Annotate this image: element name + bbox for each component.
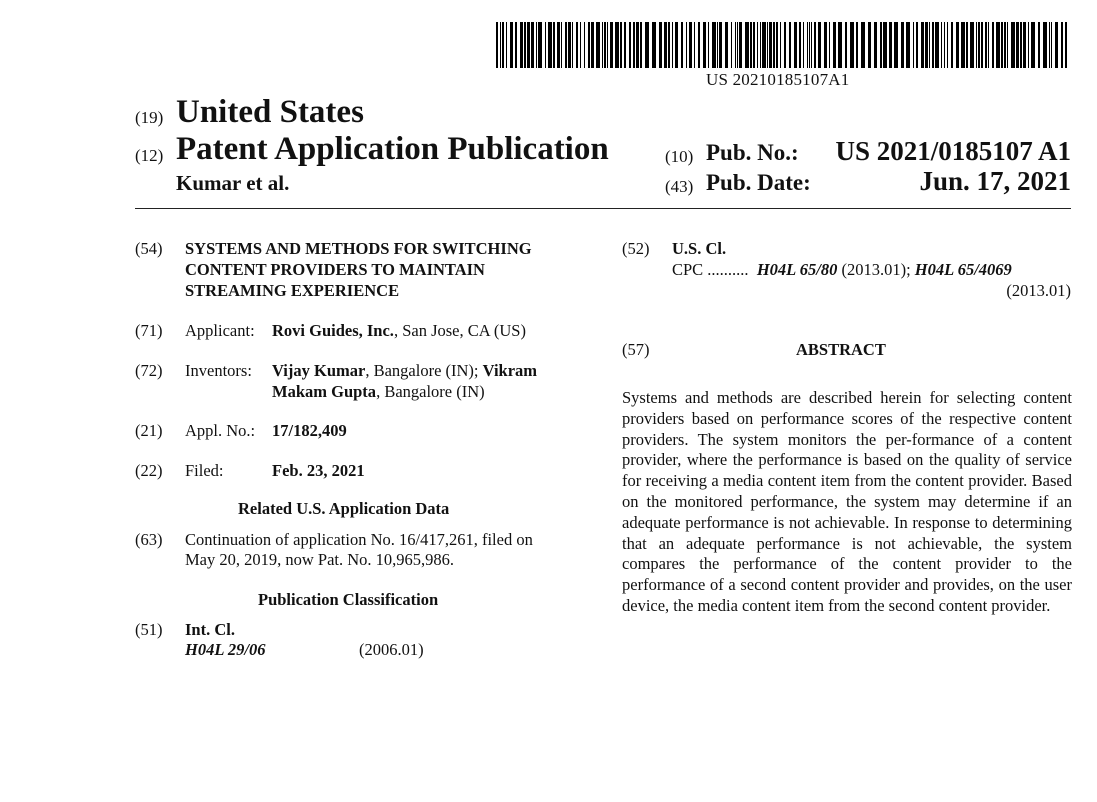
code-52: (52) xyxy=(622,239,650,258)
barcode-bar xyxy=(681,22,683,68)
barcode-bar xyxy=(944,22,945,68)
barcode-bar xyxy=(776,22,778,68)
barcode-bar xyxy=(809,22,810,68)
code-72: (72) xyxy=(135,361,163,380)
barcode-bar xyxy=(735,22,736,68)
inventor-location: , Bangalore (IN); xyxy=(365,361,483,380)
barcode-bar xyxy=(652,22,656,68)
barcode-bar xyxy=(833,22,836,68)
barcode-bar xyxy=(602,22,603,68)
abstract-text: Systems and methods are described herein for selecting content providers based on performance scores of the respective content providers. The system monitors the per-formance of a content provider, where the performance is based on the quality of service for receiving a media content item from the content provider. Based on the monitored performance, the system may determine if an adequate performance is not achievable. In response to determining that an adequate performance is not achievable, the system compares the performance of the content provider to the performance of a second content provider and provides, on the user device, the media content item from the second content provider. xyxy=(622,388,1072,615)
barcode-bar xyxy=(1055,22,1058,68)
barcode-bar xyxy=(536,22,537,68)
barcode-bar xyxy=(966,22,968,68)
barcode-bar xyxy=(803,22,804,68)
barcode-bar xyxy=(675,22,678,68)
barcode-bar xyxy=(584,22,585,68)
barcode-bar xyxy=(976,22,977,68)
barcode-bar xyxy=(737,22,738,68)
barcode-bar xyxy=(572,22,573,68)
barcode-bar xyxy=(925,22,928,68)
barcode-bar xyxy=(901,22,904,68)
barcode-bar xyxy=(981,22,983,68)
barcode-bar xyxy=(524,22,526,68)
barcode-bar xyxy=(992,22,994,68)
cpc-prefix: CPC .......... xyxy=(672,260,749,279)
pub-no-value: US 2021/0185107 A1 xyxy=(835,136,1071,166)
barcode-bar xyxy=(689,22,692,68)
pub-date-label: Pub. Date: xyxy=(706,170,811,195)
barcode-bar xyxy=(565,22,567,68)
barcode-bar xyxy=(947,22,948,68)
applicant-value xyxy=(272,320,526,341)
barcode-bar xyxy=(698,22,700,68)
country-name: United States xyxy=(176,94,364,130)
barcode-bar xyxy=(753,22,755,68)
barcode-bar xyxy=(712,22,716,68)
appl-no-label: Appl. No.: xyxy=(185,421,256,440)
barcode-bar xyxy=(1061,22,1063,68)
barcode-bar xyxy=(794,22,797,68)
barcode-bar xyxy=(624,22,626,68)
continuation-line: May 20, 2019, now Pat. No. 10,965,986. xyxy=(185,550,455,569)
barcode-bar xyxy=(604,22,606,68)
barcode-bar xyxy=(961,22,965,68)
barcode-bar xyxy=(725,22,728,68)
barcode-bar xyxy=(640,22,642,68)
code-12: (12) xyxy=(135,146,164,165)
header-divider xyxy=(135,208,1071,209)
applicant-location: , San Jose, CA (US) xyxy=(393,321,526,340)
inventor-name: Vikram xyxy=(482,361,538,380)
barcode-bar xyxy=(591,22,594,68)
pub-no-label: Pub. No.: xyxy=(706,140,799,165)
inventors-line-1 xyxy=(272,360,537,381)
int-cl-label: Int. Cl. xyxy=(185,620,235,639)
cpc-year: (2013.01) xyxy=(1006,281,1071,300)
int-cl-class: H04L 29/06 xyxy=(185,640,266,659)
barcode-bar xyxy=(760,22,761,68)
barcode-bar xyxy=(988,22,989,68)
barcode-bar xyxy=(941,22,942,68)
barcode-bar xyxy=(500,22,501,68)
code-51: (51) xyxy=(135,620,163,639)
barcode-bar xyxy=(856,22,858,68)
barcode-bar xyxy=(850,22,854,68)
barcode-bar xyxy=(1023,22,1026,68)
barcode-bar xyxy=(686,22,687,68)
code-43: (43) xyxy=(665,177,694,196)
inventor-location: , Bangalore (IN) xyxy=(376,382,485,401)
abstract-heading: ABSTRACT xyxy=(796,340,886,359)
barcode-bar xyxy=(561,22,562,68)
barcode-bar xyxy=(659,22,662,68)
barcode-bar xyxy=(531,22,534,68)
barcode-bar xyxy=(607,22,608,68)
barcode-bar xyxy=(921,22,924,68)
barcode-bar xyxy=(845,22,847,68)
barcode-bar xyxy=(1031,22,1035,68)
barcode-bar xyxy=(883,22,887,68)
inventor-name: Vijay Kumar xyxy=(272,361,366,380)
barcode-bar xyxy=(548,22,552,68)
us-cl-label: U.S. Cl. xyxy=(672,239,727,258)
barcode-bar xyxy=(739,22,742,68)
inventors-label: Inventors: xyxy=(185,361,252,380)
barcode-bar xyxy=(750,22,752,68)
title-line: SYSTEMS AND METHODS FOR SWITCHING xyxy=(185,239,532,258)
barcode xyxy=(496,22,1070,68)
invention-title xyxy=(185,238,532,301)
barcode-bar xyxy=(814,22,816,68)
filed-label: Filed: xyxy=(185,461,224,480)
barcode-bar xyxy=(1004,22,1006,68)
barcode-bar xyxy=(745,22,749,68)
barcode-bar xyxy=(672,22,673,68)
cpc-class: H04L 65/80 xyxy=(756,260,838,279)
barcode-bar xyxy=(935,22,939,68)
barcode-bar xyxy=(576,22,578,68)
barcode-bar xyxy=(708,22,709,68)
barcode-bar xyxy=(818,22,821,68)
barcode-bar xyxy=(978,22,980,68)
code-63: (63) xyxy=(135,530,163,549)
barcode-bar xyxy=(545,22,546,68)
barcode-bar xyxy=(610,22,613,68)
barcode-bar xyxy=(703,22,706,68)
publication-classification-heading: Publication Classification xyxy=(258,590,439,609)
barcode-bar xyxy=(811,22,812,68)
barcode-bar xyxy=(506,22,507,68)
barcode-bar xyxy=(757,22,758,68)
barcode-bar xyxy=(906,22,910,68)
barcode-bar xyxy=(874,22,877,68)
code-19: (19) xyxy=(135,108,164,127)
barcode-bar xyxy=(694,22,695,68)
cpc-line xyxy=(672,259,1012,280)
barcode-bar xyxy=(951,22,953,68)
barcode-bar xyxy=(1049,22,1050,68)
barcode-bar xyxy=(520,22,523,68)
barcode-bar xyxy=(829,22,830,68)
barcode-bar xyxy=(1001,22,1003,68)
barcode-bar xyxy=(932,22,934,68)
barcode-bar xyxy=(1007,22,1008,68)
barcode-bar xyxy=(1016,22,1019,68)
barcode-bar xyxy=(717,22,718,68)
barcode-bar xyxy=(956,22,959,68)
barcode-bar xyxy=(861,22,865,68)
barcode-bar xyxy=(615,22,619,68)
barcode-bar xyxy=(894,22,898,68)
barcode-bar xyxy=(807,22,808,68)
barcode-bar xyxy=(538,22,542,68)
barcode-bar xyxy=(1038,22,1040,68)
barcode-bar xyxy=(645,22,649,68)
document-type: Patent Application Publication xyxy=(176,131,609,167)
barcode-bar xyxy=(1065,22,1067,68)
code-21: (21) xyxy=(135,421,163,440)
barcode-bar xyxy=(838,22,842,68)
barcode-bar xyxy=(913,22,914,68)
related-data-heading: Related U.S. Application Data xyxy=(238,499,450,518)
barcode-bar xyxy=(731,22,732,68)
applicant-label: Applicant: xyxy=(185,321,255,340)
continuation-line: Continuation of application No. 16/417,261, filed on xyxy=(185,530,533,549)
barcode-bar xyxy=(868,22,871,68)
title-line: CONTENT PROVIDERS TO MAINTAIN xyxy=(185,260,485,279)
barcode-bar xyxy=(719,22,722,68)
barcode-bar xyxy=(527,22,530,68)
title-line: STREAMING EXPERIENCE xyxy=(185,281,400,300)
inventors-line-2 xyxy=(272,381,485,402)
barcode-bar xyxy=(496,22,498,68)
filed-value: Feb. 23, 2021 xyxy=(272,461,365,480)
barcode-bar xyxy=(916,22,918,68)
barcode-bar xyxy=(784,22,786,68)
barcode-bar xyxy=(580,22,581,68)
barcode-bar xyxy=(769,22,772,68)
barcode-bar xyxy=(553,22,555,68)
barcode-bar xyxy=(1043,22,1047,68)
barcode-bar xyxy=(629,22,631,68)
barcode-bar xyxy=(668,22,670,68)
barcode-bar xyxy=(985,22,987,68)
barcode-bar xyxy=(1028,22,1029,68)
barcode-bar xyxy=(1020,22,1022,68)
barcode-bar xyxy=(510,22,513,68)
barcode-bar xyxy=(996,22,1000,68)
pub-date-value: Jun. 17, 2021 xyxy=(919,166,1071,196)
code-71: (71) xyxy=(135,321,163,340)
code-57: (57) xyxy=(622,340,650,359)
cpc-year: (2013.01); xyxy=(837,260,915,279)
barcode-bar xyxy=(502,22,504,68)
cpc-class: H04L 65/4069 xyxy=(914,260,1012,279)
barcode-bar xyxy=(515,22,517,68)
barcode-bar xyxy=(568,22,571,68)
barcode-bar xyxy=(762,22,766,68)
barcode-bar xyxy=(824,22,827,68)
inventor-name: Makam Gupta xyxy=(272,382,377,401)
barcode-bar xyxy=(596,22,600,68)
authors: Kumar et al. xyxy=(176,171,290,195)
barcode-bar xyxy=(636,22,639,68)
barcode-bar xyxy=(633,22,635,68)
appl-no-value: 17/182,409 xyxy=(272,421,347,440)
barcode-bar xyxy=(780,22,781,68)
code-22: (22) xyxy=(135,461,163,480)
barcode-bar xyxy=(773,22,775,68)
barcode-bar xyxy=(1051,22,1052,68)
barcode-bar xyxy=(970,22,974,68)
applicant-name: Rovi Guides, Inc. xyxy=(272,321,394,340)
code-10: (10) xyxy=(665,147,694,166)
barcode-bar xyxy=(664,22,667,68)
barcode-bar xyxy=(889,22,892,68)
barcode-bar xyxy=(799,22,801,68)
barcode-number: US 20210185107A1 xyxy=(706,70,850,89)
barcode-bar xyxy=(880,22,882,68)
barcode-bar xyxy=(557,22,560,68)
int-cl-year: (2006.01) xyxy=(359,640,424,659)
barcode-bar xyxy=(929,22,930,68)
barcode-bar xyxy=(789,22,791,68)
barcode-bar xyxy=(588,22,590,68)
barcode-bar xyxy=(767,22,768,68)
barcode-bar xyxy=(620,22,622,68)
code-54: (54) xyxy=(135,239,163,258)
barcode-bar xyxy=(1011,22,1015,68)
